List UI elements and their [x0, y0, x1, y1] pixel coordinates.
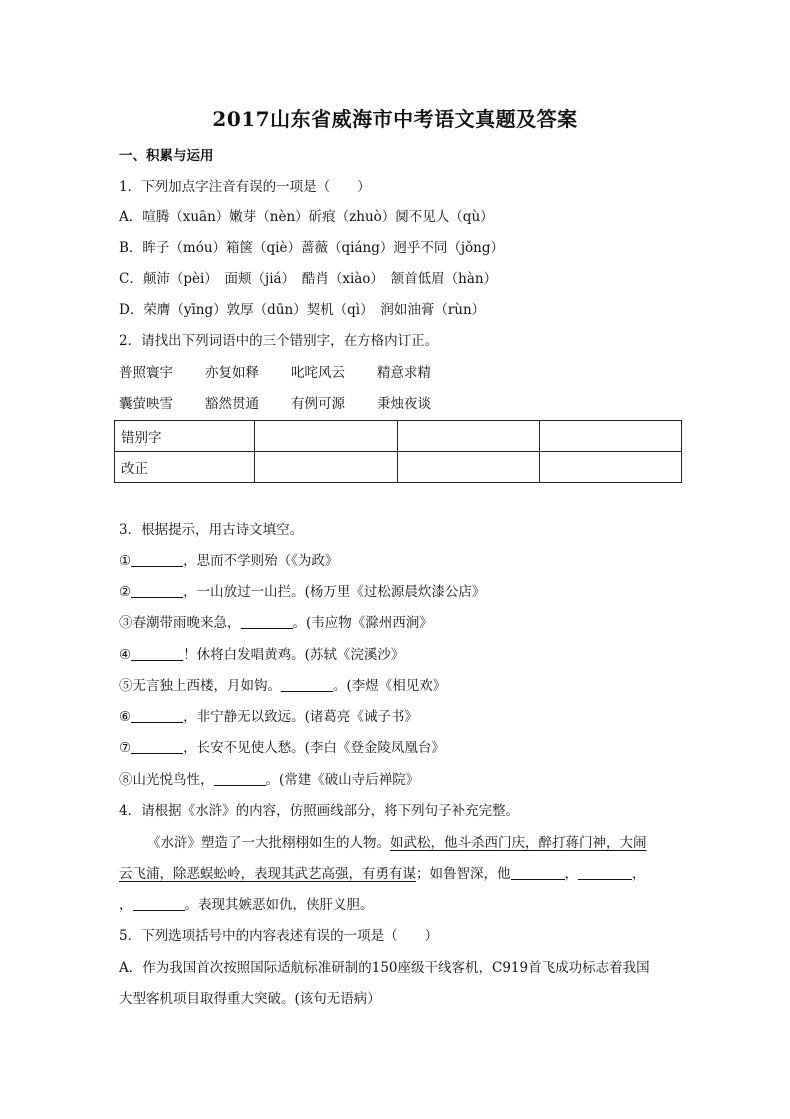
- q5-stem: 5．下列选项括号中的内容表述有误的一项是（ ）: [119, 928, 439, 944]
- answer-blank[interactable]: [214, 771, 266, 786]
- q4-paragraph-line3: ， 。表现其嫉恶如仇，侠肝义胆。: [119, 897, 374, 913]
- table-cell[interactable]: [397, 421, 539, 452]
- table-cell[interactable]: [255, 452, 397, 483]
- word: 豁然贯通: [205, 396, 259, 412]
- q4-paragraph-line1: 《水浒》塑造了一大批栩栩如生的人物。如武松，他斗杀西门庆，醉打蒋门神，大闹: [147, 835, 647, 851]
- answer-blank[interactable]: [131, 552, 183, 567]
- q3-item-7: ⑦ ，长安不见使人愁。(李白《登金陵凤凰台》: [119, 740, 445, 756]
- word: 有例可源: [291, 396, 345, 412]
- section-heading: 一、积累与运用: [119, 148, 214, 164]
- q2-words-row1: [119, 364, 463, 382]
- q5-option-a-line2: 大型客机项目取得重大突破。(该句无语病）: [119, 991, 381, 1007]
- word: 囊萤映雪: [119, 396, 173, 412]
- answer-blank[interactable]: [511, 865, 565, 880]
- answer-blank[interactable]: [281, 677, 333, 692]
- answer-blank[interactable]: [241, 614, 293, 629]
- word: 亦复如释: [205, 365, 259, 381]
- q2-words-row2: [119, 395, 463, 413]
- answer-blank[interactable]: [578, 865, 632, 880]
- q1-option-d: D．荣膺（yīng）敦厚（dūn）契机（qì） 润如油膏（rùn）: [119, 302, 486, 318]
- table-row: [115, 452, 682, 483]
- table-row: [115, 421, 682, 452]
- table-header-correction: 改正: [115, 452, 255, 483]
- q1-stem: 1．下列加点字注音有误的一项是（ ）: [119, 179, 371, 195]
- word: 叱咤风云: [291, 365, 345, 381]
- correction-table: [114, 420, 682, 483]
- q3-item-5: ⑤无言独上西楼，月如钩。 。(李煜《相见欢》: [119, 678, 447, 694]
- q4-paragraph-line2: 云飞浦，除恶蜈蚣岭，表现其武艺高强，有勇有谋；如鲁智深，他 ， ，: [119, 866, 646, 882]
- answer-blank[interactable]: [131, 708, 183, 723]
- table-cell[interactable]: [539, 452, 681, 483]
- q3-item-6: ⑥ ，非宁静无以致远。(诸葛亮《诫子书》: [119, 709, 418, 725]
- answer-blank[interactable]: [131, 739, 183, 754]
- answer-blank[interactable]: [133, 896, 185, 911]
- q1-option-b: B．眸子（móu）箱箧（qiè）蔷薇（qiáng）迥乎不同（jǒng）: [119, 240, 504, 256]
- table-cell[interactable]: [539, 421, 681, 452]
- page-title: 2017山东省威海市中考语文真题及答案: [212, 107, 578, 131]
- q1-option-c: C．颠沛（pèi） 面颊（jiá） 酷肖（xiào） 颔首低眉（hàn）: [119, 271, 498, 287]
- q4-stem: 4．请根据《水浒》的内容，仿照画线部分，将下列句子补充完整。: [119, 803, 520, 819]
- q3-item-2: ② ，一山放过一山拦。(杨万里《过松源晨炊漆公店》: [119, 584, 486, 600]
- table-cell[interactable]: [397, 452, 539, 483]
- q3-stem: 3．根据提示，用古诗文填空。: [119, 522, 304, 538]
- table-header-wrong-char: 错别字: [115, 421, 255, 452]
- q1-option-a: A．喧腾（xuān）嫩芽（nèn）斫痕（zhuò）阒不见人（qù）: [119, 209, 494, 225]
- word: 精意求精: [377, 365, 431, 381]
- table-cell[interactable]: [255, 421, 397, 452]
- answer-blank[interactable]: [131, 646, 183, 661]
- answer-blank[interactable]: [131, 583, 183, 598]
- q3-item-4: ④ ！休将白发唱黄鸡。(苏轼《浣溪沙》: [119, 647, 405, 663]
- q2-stem: 2．请找出下列词语中的三个错别字，在方格内订正。: [119, 333, 439, 349]
- word: 普照寰宇: [119, 365, 173, 381]
- q5-option-a-line1: A．作为我国首次按照国际适航标准研制的150座级干线客机，C919首飞成功标志着我国: [119, 960, 650, 976]
- q3-item-8: ⑧山光悦鸟性， 。(常建《破山寺后禅院》: [119, 772, 420, 788]
- q3-item-3: ③春潮带雨晚来急， 。(韦应物《滁州西涧》: [119, 615, 433, 631]
- q3-item-1: ① ，思而不学则殆（《为政》: [119, 553, 339, 569]
- word: 秉烛夜谈: [377, 396, 431, 412]
